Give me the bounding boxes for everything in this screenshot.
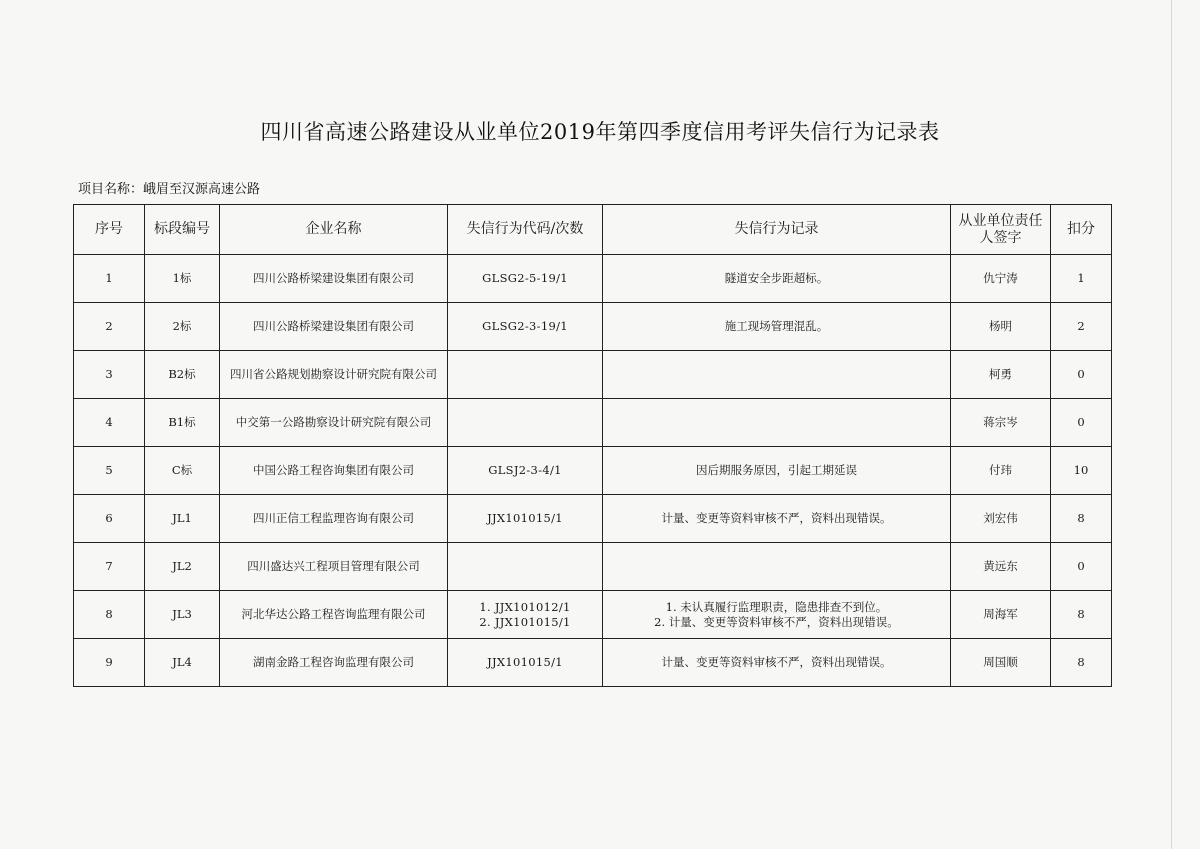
row-code-line: GLSJ2-3-4/1 [488,463,562,477]
row-company: 湖南金路工程咨询监理有限公司 [220,639,448,687]
row-record [603,639,951,687]
row-company: 四川盛达兴工程项目管理有限公司 [220,543,448,591]
row-section: B2标 [145,351,220,399]
row-no: 5 [74,447,145,495]
row-record [603,351,951,399]
row-deduction: 8 [1051,639,1112,687]
header-no: 序号 [74,205,145,255]
row-no: 9 [74,639,145,687]
row-code-line: GLSG2-5-19/1 [482,271,568,285]
row-section: JL3 [145,591,220,639]
row-record-line: 计量、变更等资料审核不严，资料出现错误。 [661,511,892,525]
row-section: JL4 [145,639,220,687]
row-record [603,399,951,447]
row-no: 3 [74,351,145,399]
project-name: 峨眉至汉源高速公路 [143,182,261,197]
table-row [74,447,1112,495]
row-section: JL2 [145,543,220,591]
table-body [74,255,1112,687]
table-row [74,255,1112,303]
row-record-line: 2. 计量、变更等资料审核不严，资料出现错误。 [654,614,899,629]
row-code [448,495,603,543]
table-row [74,591,1112,639]
row-code [448,639,603,687]
row-signer: 杨明 [951,303,1051,351]
table-row [74,639,1112,687]
row-section: 1标 [145,255,220,303]
row-code [448,303,603,351]
row-record [603,447,951,495]
table-row [74,495,1112,543]
row-code-line: JJX101015/1 [487,511,563,525]
row-company: 四川公路桥梁建设集团有限公司 [220,255,448,303]
row-deduction: 2 [1051,303,1112,351]
row-record-line: 计量、变更等资料审核不严，资料出现错误。 [661,655,892,669]
row-company: 四川正信工程监理咨询有限公司 [220,495,448,543]
header-section: 标段编号 [145,205,220,255]
row-record-line: 1. 未认真履行监理职责，隐患排查不到位。 [665,599,888,614]
row-no: 8 [74,591,145,639]
table-row [74,543,1112,591]
project-line [78,178,260,197]
row-no: 4 [74,399,145,447]
row-deduction: 8 [1051,495,1112,543]
header-deduction: 扣分 [1051,205,1112,255]
row-signer: 付玮 [951,447,1051,495]
row-deduction: 1 [1051,255,1112,303]
row-record-line: 施工现场管理混乱。 [724,319,829,333]
row-record [603,255,951,303]
row-code [448,255,603,303]
header-record: 失信行为记录 [603,205,951,255]
row-record-line: 因后期服务原因，引起工期延误 [696,463,857,477]
table-row [74,399,1112,447]
row-section: B1标 [145,399,220,447]
row-record [603,591,951,639]
row-code [448,591,603,639]
header-company: 企业名称 [220,205,448,255]
credit-record-table [73,204,1112,687]
row-code-line: GLSG2-3-19/1 [482,319,568,333]
row-record [603,543,951,591]
row-signer: 仇宁涛 [951,255,1051,303]
row-code-line: JJX101015/1 [487,655,563,669]
row-signer: 蒋宗岑 [951,399,1051,447]
row-deduction: 8 [1051,591,1112,639]
row-deduction: 10 [1051,447,1112,495]
header-code: 失信行为代码/次数 [448,205,603,255]
header-signer: 从业单位责任人签字 [951,205,1051,255]
project-label: 项目名称： [78,182,144,197]
row-signer: 黄远东 [951,543,1051,591]
row-code-line: 1. JJX101012/1 [479,599,571,614]
table-row [74,303,1112,351]
row-code [448,447,603,495]
row-deduction: 0 [1051,399,1112,447]
row-deduction: 0 [1051,543,1112,591]
row-company: 四川公路桥梁建设集团有限公司 [220,303,448,351]
row-no: 2 [74,303,145,351]
row-company: 四川省公路规划勘察设计研究院有限公司 [220,351,448,399]
row-code [448,351,603,399]
row-deduction: 0 [1051,351,1112,399]
table-row [74,351,1112,399]
row-no: 6 [74,495,145,543]
row-section: 2标 [145,303,220,351]
row-signer: 刘宏伟 [951,495,1051,543]
row-company: 中国公路工程咨询集团有限公司 [220,447,448,495]
row-record [603,303,951,351]
row-no: 1 [74,255,145,303]
row-signer: 周海军 [951,591,1051,639]
row-section: JL1 [145,495,220,543]
row-company: 中交第一公路勘察设计研究院有限公司 [220,399,448,447]
row-code [448,399,603,447]
row-no: 7 [74,543,145,591]
row-record [603,495,951,543]
row-section: C标 [145,447,220,495]
document-title: 四川省高速公路建设从业单位2019年第四季度信用考评失信行为记录表 [260,120,940,144]
row-code [448,543,603,591]
row-code-line: 2. JJX101015/1 [479,614,571,629]
table-header-row [74,205,1112,255]
row-company: 河北华达公路工程咨询监理有限公司 [220,591,448,639]
row-signer: 柯勇 [951,351,1051,399]
row-record-line: 隧道安全步距超标。 [724,271,829,285]
row-signer: 周国顺 [951,639,1051,687]
